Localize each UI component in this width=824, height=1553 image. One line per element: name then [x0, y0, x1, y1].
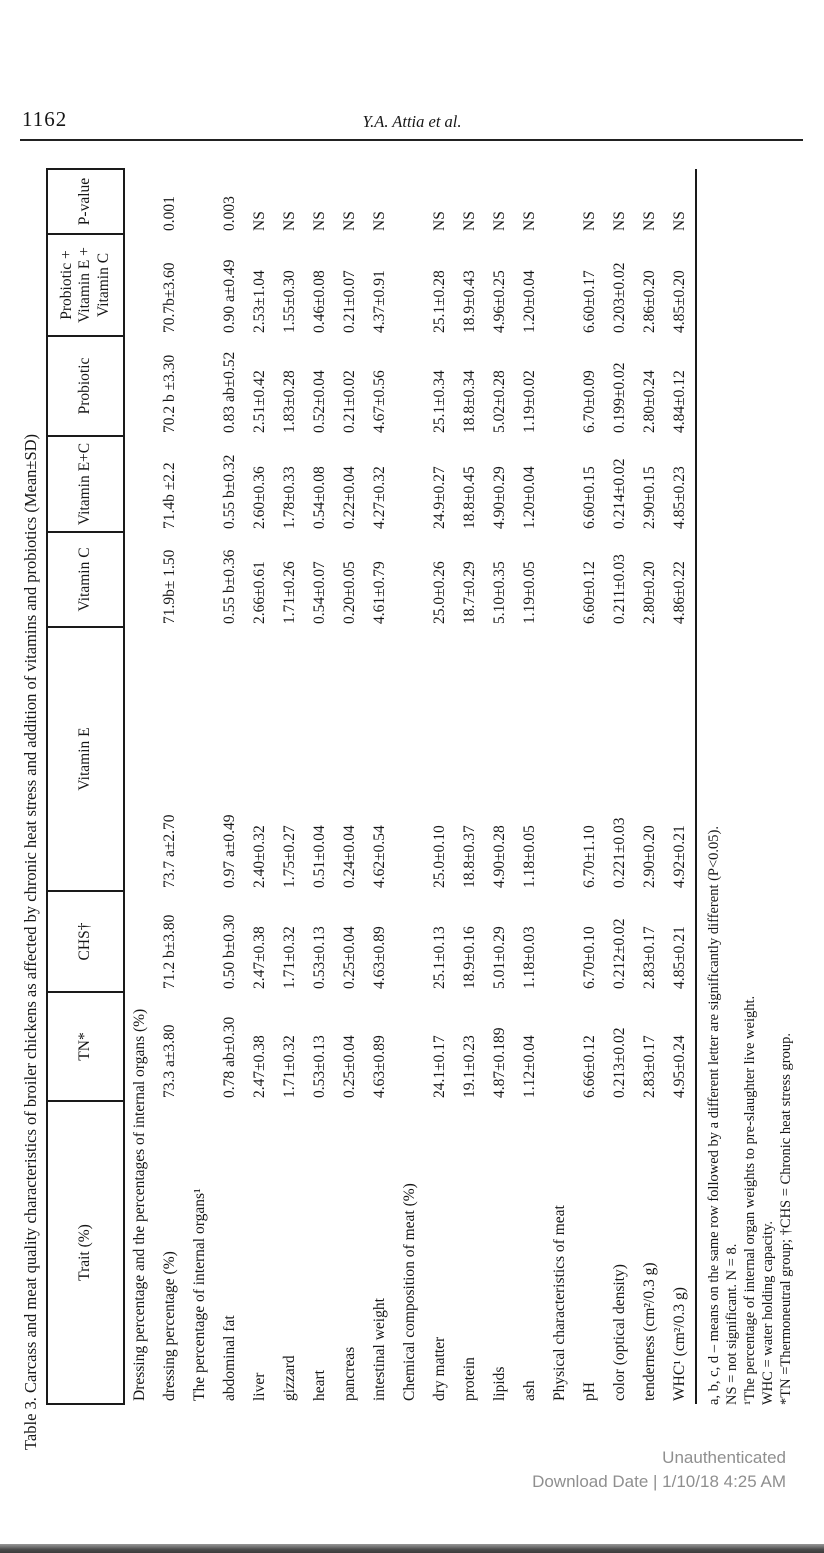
value-cell: 18.9±0.16 — [461, 926, 478, 989]
value-cell: 1.18±0.05 — [521, 825, 538, 888]
value-cell: 0.21±0.07 — [341, 270, 358, 333]
value-cell: 0.54±0.08 — [311, 466, 328, 529]
value-cell: 5.02±0.28 — [491, 370, 508, 433]
table-row — [365, 169, 395, 1404]
value-cell: 4.90±0.29 — [491, 466, 508, 529]
header-rule — [20, 139, 803, 141]
value-cell: NS — [521, 211, 538, 231]
table-row — [155, 169, 185, 1404]
value-cell: 0.78 ab±0.30 — [221, 1016, 238, 1098]
value-cell: 4.85±0.20 — [671, 270, 688, 333]
value-cell: 6.70±1.10 — [581, 825, 598, 888]
value-cell: 0.24±0.04 — [341, 825, 358, 888]
value-cell: 2.53±1.04 — [251, 270, 268, 333]
value-cell: 0.83 ab±0.52 — [221, 351, 238, 433]
section-row — [185, 169, 215, 1404]
table-row — [245, 169, 275, 1404]
value-cell: 0.25±0.04 — [341, 926, 358, 989]
value-cell: 0.53±0.13 — [311, 1035, 328, 1098]
trait-label: dressing percentage (%) — [161, 1251, 178, 1401]
table-row — [275, 169, 305, 1404]
section-row — [395, 169, 425, 1404]
value-cell: 1.19±0.05 — [521, 561, 538, 624]
value-cell: 4.37±0.91 — [371, 270, 388, 333]
trait-label: intestinal weight — [371, 1298, 388, 1401]
value-cell: NS — [461, 211, 478, 231]
trait-label: liver — [251, 1372, 268, 1401]
value-cell: 4.85±0.21 — [671, 926, 688, 989]
value-cell: 1.19±0.02 — [521, 370, 538, 433]
value-cell: 2.47±0.38 — [251, 926, 268, 989]
value-cell: 2.51±0.42 — [251, 370, 268, 433]
value-cell: 0.214±0.02 — [611, 458, 628, 529]
trait-label: dry matter — [431, 1336, 448, 1401]
value-cell: 2.60±0.36 — [251, 466, 268, 529]
trait-label: abdominal fat — [221, 1315, 238, 1401]
section-label: Dressing percentage and the percentages of internal organs (%) — [131, 1008, 148, 1401]
value-cell: 71.4b ±2.2 — [161, 462, 178, 529]
value-cell: 1.71±0.32 — [281, 1035, 298, 1098]
value-cell: NS — [581, 211, 598, 231]
column-header: P-value — [47, 169, 124, 234]
value-cell: NS — [611, 211, 628, 231]
value-cell: 18.7±0.29 — [461, 561, 478, 624]
table-head — [47, 169, 124, 1404]
value-cell: 71.2 b±3.80 — [161, 914, 178, 989]
table-row — [425, 169, 455, 1404]
value-cell: 2.80±0.20 — [641, 561, 658, 624]
trait-label: tenderness (cm²/0.3 g) — [641, 1262, 658, 1401]
value-cell: 25.1±0.34 — [431, 370, 448, 433]
value-cell: 18.8±0.34 — [461, 370, 478, 433]
download-stamp — [532, 1446, 786, 1494]
trait-label: pH — [581, 1382, 598, 1401]
value-cell: 4.63±0.89 — [371, 926, 388, 989]
value-cell: 0.212±0.02 — [611, 918, 628, 989]
value-cell: 0.50 b±0.30 — [221, 914, 238, 989]
value-cell: 1.71±0.32 — [281, 926, 298, 989]
value-cell: 70.7b±3.60 — [161, 262, 178, 333]
value-cell: NS — [671, 211, 688, 231]
footnote-line: a, b, c, d – means on the same row followed by a different letter are significantly different (P<0.05). — [706, 825, 722, 1405]
table-row — [455, 169, 485, 1404]
footnote-line: NS = not significant. N = 8. — [724, 1243, 740, 1405]
trait-label: lipids — [491, 1366, 508, 1401]
value-cell: 4.67±0.56 — [371, 370, 388, 433]
table-row — [515, 169, 545, 1404]
value-cell: 0.003 — [221, 196, 238, 231]
value-cell: 4.61±0.79 — [371, 561, 388, 624]
value-cell: 0.97 a±0.49 — [221, 814, 238, 888]
value-cell: 0.20±0.05 — [341, 561, 358, 624]
section-label: The percentage of internal organs¹ — [191, 1188, 208, 1401]
value-cell: 0.46±0.08 — [311, 270, 328, 333]
value-cell: 0.221±0.03 — [611, 817, 628, 888]
footnote-line: ¹The percentage of internal organ weights to pre-slaughter live weight. — [742, 995, 758, 1405]
table-footnotes — [705, 160, 795, 1405]
value-cell: 0.203±0.02 — [611, 262, 628, 333]
table-caption: Table 3. Carcass and meat quality characteristics of broiler chickens as affected by chronic heat stress and addition of vitamins and probiotics (Mean±SD) — [21, 433, 40, 1450]
value-cell: 25.0±0.10 — [431, 825, 448, 888]
section-label: Physical characteristics of meat — [551, 1205, 568, 1401]
value-cell: NS — [341, 211, 358, 231]
trait-label: WHC¹ (cm²/0.3 g) — [671, 1287, 688, 1401]
value-cell: 5.10±0.35 — [491, 561, 508, 624]
column-header: Probiotic + Vitamin E + Vitamin C — [47, 234, 124, 336]
trait-label: gizzard — [281, 1355, 298, 1401]
value-cell: 2.66±0.61 — [251, 561, 268, 624]
value-cell: 4.63±0.89 — [371, 1035, 388, 1098]
value-cell: 4.62±0.54 — [371, 825, 388, 888]
value-cell: 0.22±0.04 — [341, 466, 358, 529]
value-cell: 6.70±0.10 — [581, 926, 598, 989]
viewer-bottom-bar — [0, 1544, 824, 1553]
value-cell: 1.20±0.04 — [521, 466, 538, 529]
value-cell: 4.87±0.189 — [491, 1027, 508, 1098]
value-cell: 1.75±0.27 — [281, 825, 298, 888]
value-cell: 2.90±0.15 — [641, 466, 658, 529]
value-cell: 0.53±0.13 — [311, 926, 328, 989]
value-cell: 4.95±0.24 — [671, 1035, 688, 1098]
trait-label: protein — [461, 1357, 478, 1401]
value-cell: 1.71±0.26 — [281, 561, 298, 624]
table-rotated-content — [18, 160, 794, 1450]
trait-label: pancreas — [341, 1346, 358, 1401]
value-cell: 0.21±0.02 — [341, 370, 358, 433]
value-cell: 0.54±0.07 — [311, 561, 328, 624]
table-row — [485, 169, 515, 1404]
value-cell: 1.78±0.33 — [281, 466, 298, 529]
value-cell: 4.90±0.28 — [491, 825, 508, 888]
value-cell: NS — [281, 211, 298, 231]
value-cell: 4.92±0.21 — [671, 825, 688, 888]
value-cell: 6.66±0.12 — [581, 1035, 598, 1098]
table-row — [335, 169, 365, 1404]
value-cell: 2.47±0.38 — [251, 1035, 268, 1098]
value-cell: 2.90±0.20 — [641, 825, 658, 888]
value-cell: 73.3 a±3.80 — [161, 1024, 178, 1098]
header-row — [47, 169, 124, 1404]
value-cell: 4.27±0.32 — [371, 466, 388, 529]
value-cell: 4.86±0.22 — [671, 561, 688, 624]
value-cell: 5.01±0.29 — [491, 926, 508, 989]
column-header: Vitamin C — [47, 532, 124, 627]
value-cell: 0.211±0.03 — [611, 554, 628, 624]
value-cell: NS — [491, 211, 508, 231]
value-cell: 2.83±0.17 — [641, 926, 658, 989]
value-cell: 18.9±0.43 — [461, 270, 478, 333]
value-cell: 24.1±0.17 — [431, 1035, 448, 1098]
running-head-authors: Y.A. Attia et al. — [362, 112, 462, 131]
value-cell: 19.1±0.23 — [461, 1035, 478, 1098]
value-cell: 1.18±0.03 — [521, 926, 538, 989]
results-table — [46, 168, 697, 1405]
trait-label: ash — [521, 1380, 538, 1401]
table-row — [635, 169, 665, 1404]
value-cell: NS — [371, 211, 388, 231]
value-cell: 0.51±0.04 — [311, 825, 328, 888]
value-cell: NS — [311, 211, 328, 231]
table-body — [124, 169, 696, 1404]
stamp-download-date: Download Date | 1/10/18 4:25 AM — [532, 1472, 786, 1491]
value-cell: 25.1±0.28 — [431, 270, 448, 333]
table-row — [605, 169, 635, 1404]
value-cell: 4.96±0.25 — [491, 270, 508, 333]
value-cell: 2.80±0.24 — [641, 370, 658, 433]
section-label: Chemical composition of meat (%) — [401, 1183, 418, 1401]
value-cell: 25.1±0.13 — [431, 926, 448, 989]
column-header: Trait (%) — [47, 1101, 124, 1404]
value-cell: 0.55 b±0.36 — [221, 549, 238, 624]
value-cell: 2.86±0.20 — [641, 270, 658, 333]
stamp-unauthenticated: Unauthenticated — [662, 1448, 786, 1467]
value-cell: 0.199±0.02 — [611, 362, 628, 433]
value-cell: NS — [431, 211, 448, 231]
value-cell: 0.52±0.04 — [311, 370, 328, 433]
column-header: TN* — [47, 992, 124, 1101]
value-cell: 4.84±0.12 — [671, 370, 688, 433]
section-row — [545, 169, 575, 1404]
page-number: 1162 — [22, 107, 68, 131]
value-cell: 0.90 a±0.49 — [221, 259, 238, 333]
table-row — [215, 169, 245, 1404]
rotated-table-block — [18, 160, 794, 1450]
column-header: Vitamin E+C — [47, 436, 124, 532]
value-cell: 71.9b± 1.50 — [161, 549, 178, 624]
value-cell: 25.0±0.26 — [431, 561, 448, 624]
footnote-line: WHC = water holding capacity. — [760, 1221, 776, 1405]
trait-label: heart — [311, 1370, 328, 1401]
value-cell: 0.25±0.04 — [341, 1035, 358, 1098]
value-cell: 70.2 b ±3.30 — [161, 354, 178, 433]
value-cell: 6.60±0.15 — [581, 466, 598, 529]
section-row — [124, 169, 155, 1404]
value-cell: 18.8±0.45 — [461, 466, 478, 529]
value-cell: 0.001 — [161, 196, 178, 231]
value-cell: 2.83±0.17 — [641, 1035, 658, 1098]
table-row — [575, 169, 605, 1404]
value-cell: 6.60±0.12 — [581, 561, 598, 624]
value-cell: NS — [251, 211, 268, 231]
value-cell: 18.8±0.37 — [461, 825, 478, 888]
column-header: CHS† — [47, 891, 124, 992]
column-header: Vitamin E — [47, 627, 124, 891]
table-row — [305, 169, 335, 1404]
value-cell: 1.12±0.04 — [521, 1035, 538, 1098]
value-cell: 0.213±0.02 — [611, 1027, 628, 1098]
value-cell: 1.20±0.04 — [521, 270, 538, 333]
value-cell: 6.60±0.17 — [581, 270, 598, 333]
value-cell: 24.9±0.27 — [431, 466, 448, 529]
footnote-line: *TN =Thermoneutral group; †CHS = Chronic heat stress group. — [778, 1033, 794, 1405]
column-header: Probiotic — [47, 336, 124, 436]
trait-label: color (optical density) — [611, 1264, 628, 1401]
value-cell: 4.85±0.23 — [671, 466, 688, 529]
value-cell: 2.40±0.32 — [251, 825, 268, 888]
value-cell: 1.55±0.30 — [281, 270, 298, 333]
value-cell: NS — [641, 211, 658, 231]
value-cell: 0.55 b±0.32 — [221, 454, 238, 529]
value-cell: 1.83±0.28 — [281, 370, 298, 433]
value-cell: 6.70±0.09 — [581, 370, 598, 433]
value-cell: 73.7 a±2.70 — [161, 814, 178, 888]
table-row — [665, 169, 696, 1404]
